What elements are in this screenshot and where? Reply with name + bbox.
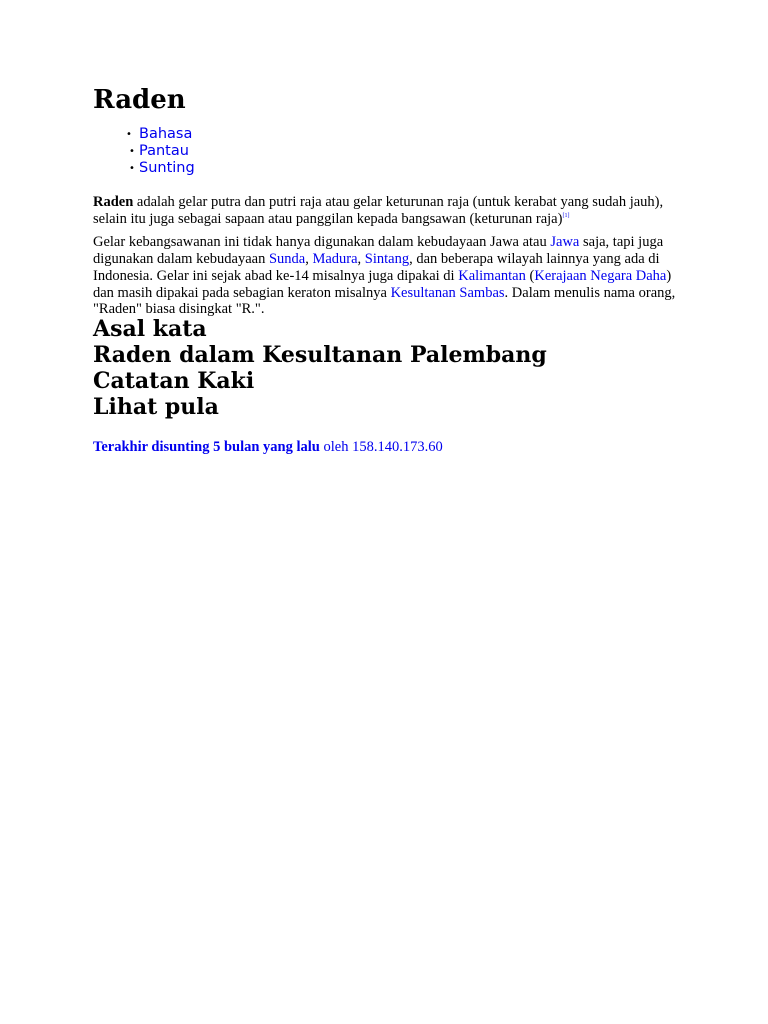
intro-text: adalah gelar putra dan putri raja atau gelar keturunan raja (untuk kerabat yang sudah jauh), selain itu juga sebagai sapaan atau panggilan kepada bangsawan (keturunan raja) — [93, 194, 664, 227]
pantau-link[interactable]: Pantau — [139, 143, 189, 159]
body-text: Gelar kebangsawanan ini tidak hanya digunakan dalam kebudayaan Jawa atau — [93, 234, 551, 251]
page-actions-menu — [126, 126, 683, 177]
bahasa-link[interactable]: Bahasa — [139, 126, 193, 142]
sintang-link[interactable]: Sintang — [364, 251, 410, 268]
body-text: , dan beberapa wilayah lainnya yang ada di Indonesia. Gelar ini sejak abad ke-14 misalnya juga dipakai di — [93, 251, 660, 284]
body-text: saja, tapi juga digunakan dalam kebudayaan — [93, 234, 664, 268]
madura-link[interactable]: Madura — [312, 251, 358, 268]
bullet-icon: • — [129, 163, 135, 174]
menu-item-sunting — [126, 160, 683, 177]
sunda-link[interactable]: Sunda — [268, 251, 306, 268]
kerajaan-negara-daha-link[interactable]: Kerajaan Negara Daha — [534, 267, 667, 284]
reference-link[interactable]: [1] — [562, 212, 570, 219]
last-edited-footer[interactable] — [93, 439, 683, 456]
separator-text: ( — [525, 267, 535, 284]
jawa-link[interactable]: Jawa — [550, 234, 580, 251]
kesultanan-sambas-link[interactable]: Kesultanan Sambas — [390, 284, 505, 301]
last-edited-text: Terakhir disunting 5 bulan yang lalu — [93, 438, 320, 455]
section-heading-lihat-pula[interactable]: Lihat pula — [93, 393, 219, 420]
sunting-link[interactable]: Sunting — [139, 160, 195, 176]
section-heading-asal-kata[interactable]: Asal kata — [93, 315, 207, 342]
bullet-icon: • — [126, 129, 132, 140]
section-heading-catatan-kaki[interactable]: Catatan Kaki — [93, 367, 255, 394]
intro-paragraph — [93, 194, 683, 227]
last-editor-text: oleh 158.140.173.60 — [319, 438, 443, 455]
bullet-icon: • — [129, 146, 135, 157]
body-text: ) dan masih dipakai pada sebagian keraton misalnya — [93, 267, 672, 301]
menu-item-pantau — [126, 143, 683, 160]
kalimantan-link[interactable]: Kalimantan — [458, 267, 526, 284]
bold-term: Raden — [93, 194, 134, 210]
menu-item-bahasa — [126, 126, 683, 143]
separator-text: , — [305, 251, 313, 268]
separator-text: , — [357, 251, 365, 268]
page-title: Raden — [93, 85, 186, 115]
article-page — [93, 84, 683, 456]
section-heading-raden-palembang[interactable]: Raden dalam Kesultanan Palembang — [93, 341, 547, 368]
body-text: . Dalam menulis nama orang, "Raden" biasa disingkat "R.". — [93, 284, 676, 318]
body-paragraph — [93, 234, 683, 318]
